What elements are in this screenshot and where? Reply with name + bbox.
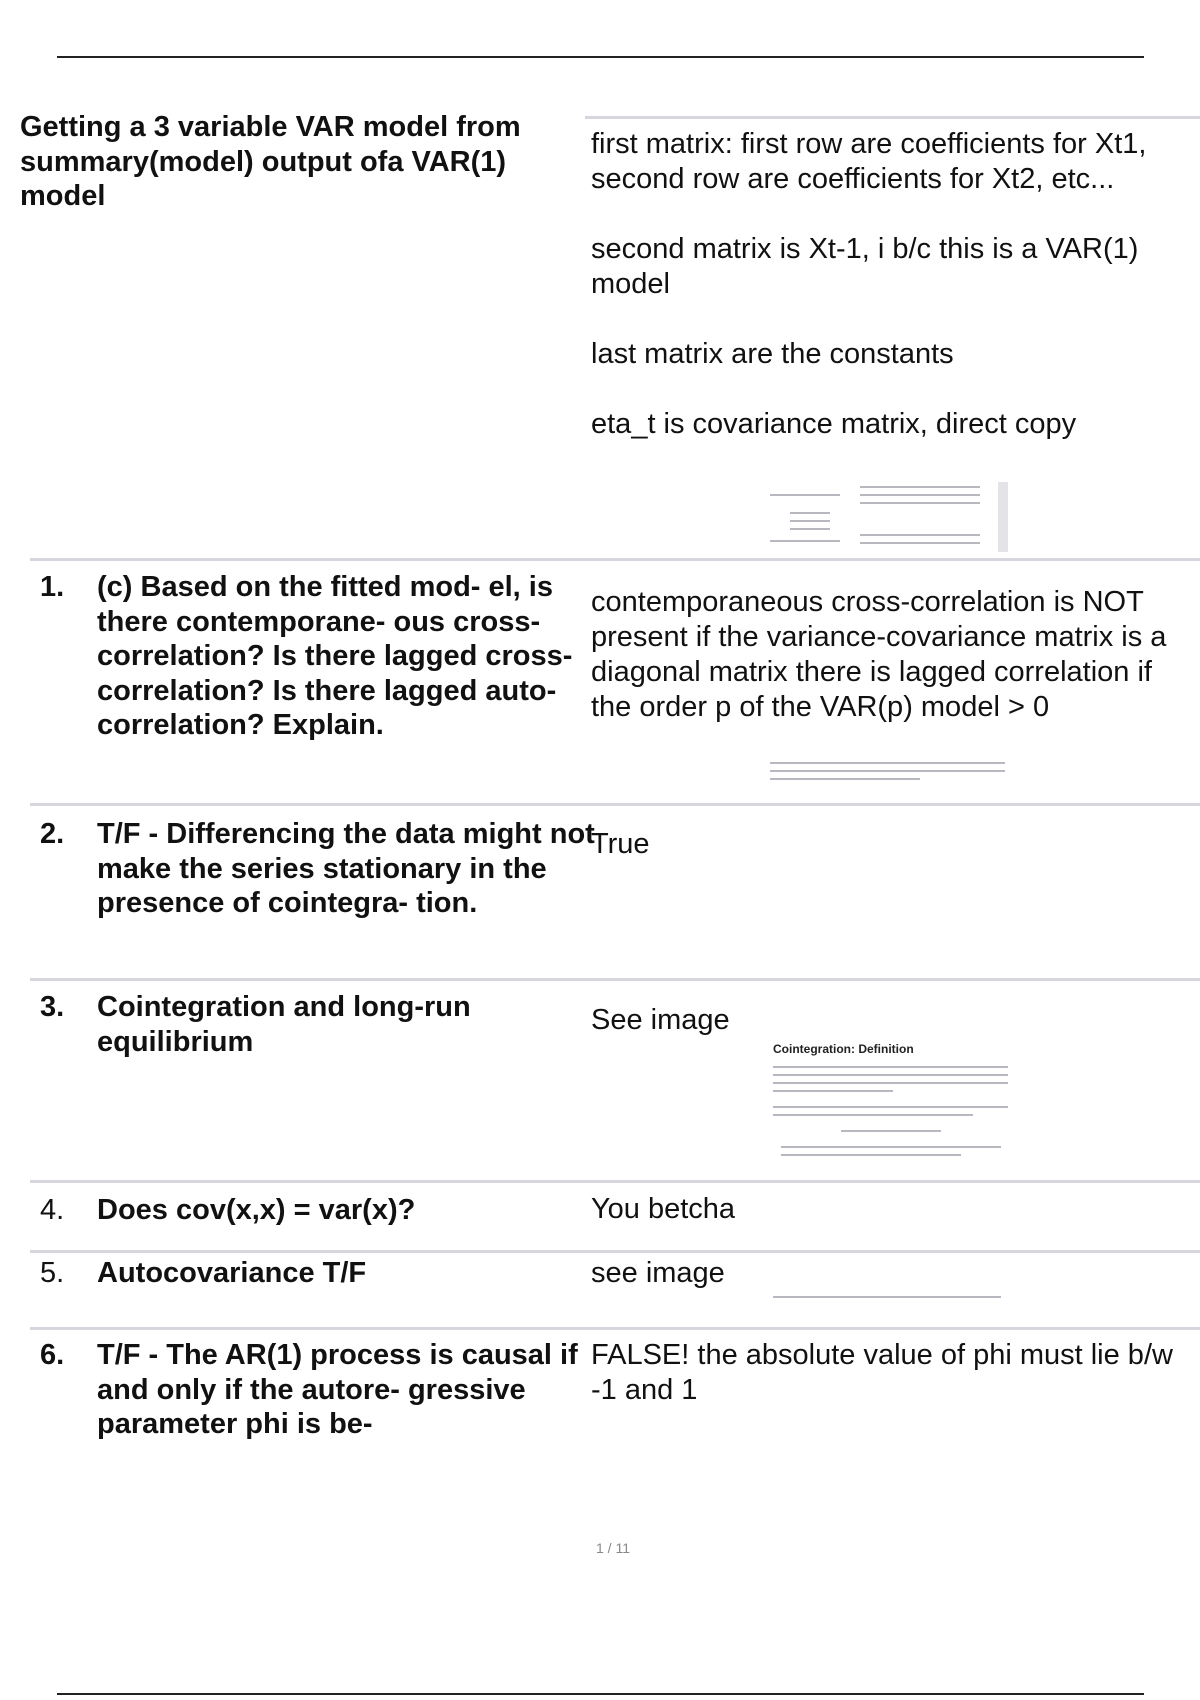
question-text: Getting a 3 variable VAR model from summary(model) output ofa VAR(1) model bbox=[20, 111, 521, 212]
autocovariance-image bbox=[773, 1294, 1003, 1302]
row-separator bbox=[30, 978, 1200, 981]
answer-paragraph: True bbox=[591, 828, 650, 860]
answer-cell bbox=[591, 1338, 1191, 1408]
row-separator bbox=[30, 558, 1200, 561]
answer-paragraph: see image bbox=[591, 1257, 725, 1289]
image-caption: Cointegration: Definition bbox=[773, 1042, 914, 1056]
question-number: 2. bbox=[40, 818, 65, 850]
answer-cell bbox=[591, 1256, 1191, 1291]
question-text: Does cov(x,x) = var(x)? bbox=[97, 1194, 416, 1226]
answer-paragraph: second matrix is Xt-1, i b/c this is a VAR(1) model bbox=[591, 233, 1139, 300]
row-separator bbox=[30, 803, 1200, 806]
question-number: 1. bbox=[40, 571, 65, 603]
matrix-equation-image bbox=[770, 482, 1010, 552]
question-number: 4. bbox=[40, 1194, 65, 1226]
answer-paragraph: eta_t is covariance matrix, direct copy bbox=[591, 408, 1077, 440]
answer-cell bbox=[591, 1003, 1191, 1038]
answer-paragraph: FALSE! the absolute value of phi must lie b/w -1 and 1 bbox=[591, 1339, 1173, 1406]
answer-cell bbox=[591, 127, 1191, 442]
answer-paragraph: first matrix: first row are coefficients for Xt1, second row are coefficients for Xt2, etc... bbox=[591, 128, 1147, 195]
answer-paragraph: last matrix are the constants bbox=[591, 338, 954, 370]
question-cell bbox=[20, 110, 585, 214]
question-text: T/F - Differencing the data might not make the series stationary in the presence of cointegra- tion. bbox=[97, 818, 595, 919]
answer-cell bbox=[591, 1192, 1191, 1227]
question-text: (c) Based on the fitted mod- el, is there contemporane- ous cross-correlation? Is there lagged cross-correlation? Is there lagged auto-correlation? Explain. bbox=[97, 571, 573, 741]
answer-paragraph: You betcha bbox=[591, 1193, 736, 1225]
row-separator bbox=[30, 1180, 1200, 1183]
row-separator bbox=[30, 1250, 1200, 1253]
row-separator bbox=[585, 116, 1200, 119]
page-indicator: 1 / 11 bbox=[596, 1540, 630, 1556]
text-snippet-image bbox=[770, 760, 1010, 786]
question-text: Autocovariance T/F bbox=[97, 1257, 367, 1289]
row-separator bbox=[30, 1327, 1200, 1330]
question-text: T/F - The AR(1) process is causal if and only if the autore- gressive parameter phi is be- bbox=[97, 1339, 578, 1440]
answer-cell bbox=[591, 827, 1191, 862]
question-number: 6. bbox=[40, 1339, 65, 1371]
answer-cell bbox=[591, 585, 1191, 725]
question-number: 3. bbox=[40, 991, 65, 1023]
top-rule bbox=[57, 56, 1144, 58]
bottom-rule bbox=[57, 1693, 1144, 1695]
answer-paragraph: contemporaneous cross-correlation is NOT present if the variance-covariance matrix is a diagonal matrix there is lagged correlation if the order p of the VAR(p) model > 0 bbox=[591, 586, 1167, 723]
question-text: Cointegration and long-run equilibrium bbox=[97, 991, 471, 1058]
question-number: 5. bbox=[40, 1257, 65, 1289]
cointegration-definition-image bbox=[773, 1042, 1013, 1172]
answer-paragraph: See image bbox=[591, 1004, 730, 1036]
